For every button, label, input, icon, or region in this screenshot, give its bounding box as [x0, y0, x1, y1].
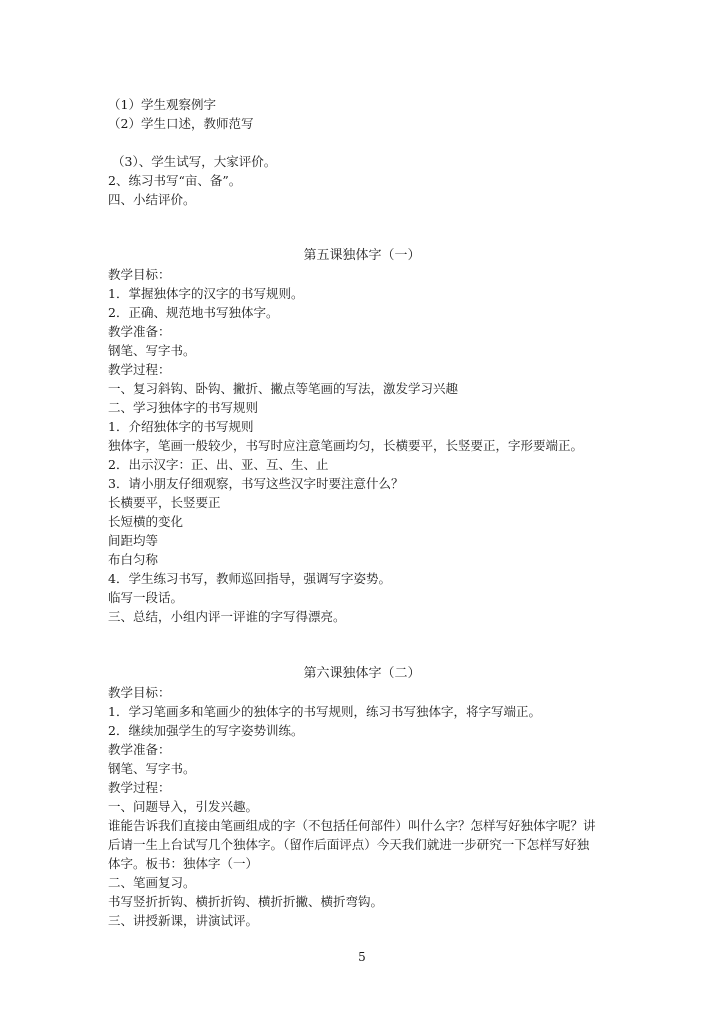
- text-line: 间距均等: [108, 533, 159, 548]
- lesson-title: 第五课独体字（一）: [303, 248, 421, 263]
- text-line: （2）学生口述，教师范写: [108, 116, 254, 131]
- text-line: 后请一生上台试写几个独体字。（留作后面评点）今天我们就进一步研究一下怎样写好独: [108, 837, 590, 852]
- section-heading: 教学目标：: [108, 267, 171, 282]
- section-heading: 教学目标：: [108, 685, 171, 700]
- text-line: 二、学习独体字的书写规则: [108, 400, 259, 415]
- text-line: 2、练习书写“亩、备”。: [108, 173, 242, 188]
- text-line: 2．出示汉字：正、出、亚、互、生、止: [108, 457, 329, 472]
- text-line: 二、笔画复习。: [108, 875, 196, 890]
- text-line: 1．介绍独体字的书写规则: [108, 419, 254, 434]
- text-line: （3）、学生试写，大家评价。: [112, 154, 277, 169]
- text-line: 三、讲授新课，讲演试评。: [108, 913, 259, 928]
- page-number: 5: [358, 950, 366, 964]
- text-line: 谁能告诉我们直接由笔画组成的字（不包括任何部件）叫什么字？怎样写好独体字呢？讲: [108, 818, 596, 833]
- text-line: 书写竖折折钩、横折折钩、横折折撇、横折弯钩。: [108, 894, 384, 909]
- text-line: 长短横的变化: [108, 514, 184, 529]
- section-heading: 教学过程：: [108, 780, 171, 795]
- text-line: 钢笔、写字书。: [108, 343, 196, 358]
- text-line: 一、问题导入，引发兴趣。: [108, 799, 259, 814]
- text-line: （1）学生观察例字: [108, 97, 216, 112]
- text-line: 3．请小朋友仔细观察，书写这些汉字时要注意什么？: [108, 476, 404, 491]
- section-heading: 教学过程：: [108, 362, 171, 377]
- section-heading: 教学准备：: [108, 324, 171, 339]
- text-line: 四、小结评价。: [108, 192, 196, 207]
- text-line: 独体字，笔画一般较少，书写时应注意笔画均匀，长横要平，长竖要正，字形要端正。: [108, 438, 584, 453]
- text-line: 4．学生练习书写，教师巡回指导，强调写字姿势。: [108, 571, 391, 586]
- text-line: 体字。板书：独体字（一）: [108, 856, 259, 871]
- text-line: 一、复习斜钩、卧钩、撇折、撇点等笔画的写法，激发学习兴趣: [108, 381, 459, 396]
- section-heading: 教学准备：: [108, 742, 171, 757]
- text-line: 1．学习笔画多和笔画少的独体字的书写规则，练习书写独体字，将字写端正。: [108, 704, 541, 719]
- text-line: 布白匀称: [108, 552, 159, 567]
- text-line: 2．继续加强学生的写字姿势训练。: [108, 723, 304, 738]
- text-line: 三、总结，小组内评一评谁的字写得漂亮。: [108, 609, 346, 624]
- text-line: 长横要平，长竖要正: [108, 495, 221, 510]
- lesson-title: 第六课独体字（二）: [303, 666, 421, 681]
- text-line: 临写一段话。: [108, 590, 184, 605]
- text-line: 1．掌握独体字的汉字的书写规则。: [108, 286, 304, 301]
- text-line: 2．正确、规范地书写独体字。: [108, 305, 279, 320]
- text-line: 钢笔、写字书。: [108, 761, 196, 776]
